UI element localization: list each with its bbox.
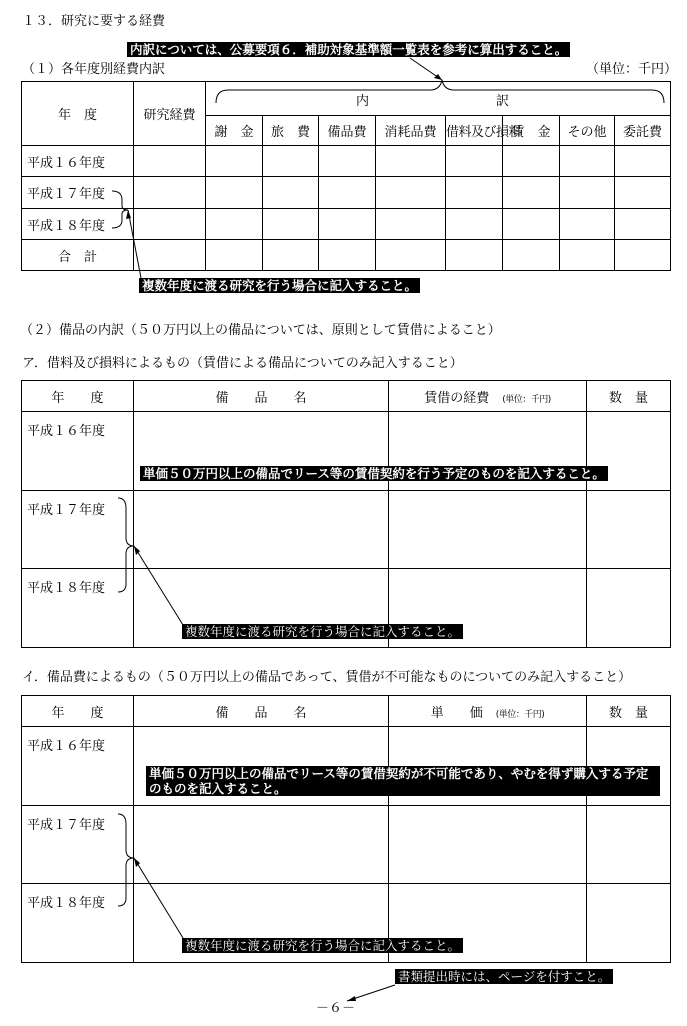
- row-h16: 平成１６年度: [22, 412, 134, 491]
- cell[interactable]: [560, 177, 615, 209]
- row-h17: 平成１７年度: [22, 491, 134, 569]
- leader-page-number: [347, 985, 395, 1001]
- cell[interactable]: [319, 209, 376, 240]
- rental-equipment-table: [21, 380, 671, 648]
- header-year: 年 度: [22, 696, 134, 727]
- header-equipment-name: 備 品 名: [134, 696, 389, 727]
- cell[interactable]: [503, 209, 560, 240]
- header-equipment-name: 備 品 名: [134, 381, 389, 412]
- cell[interactable]: [134, 209, 206, 240]
- cell[interactable]: [615, 240, 671, 271]
- cell[interactable]: [319, 177, 376, 209]
- subA-title: ア．借料及び損料によるもの（賃借による備品についてのみ記入すること）: [22, 356, 463, 371]
- note-rental-condition: 単価５０万円以上の備品でリース等の賃借契約を行う予定のものを記入すること。: [140, 466, 608, 481]
- cell[interactable]: [134, 146, 206, 177]
- cell[interactable]: [587, 884, 671, 963]
- cell[interactable]: [206, 209, 263, 240]
- cell[interactable]: [615, 146, 671, 177]
- row-h16: 平成１６年度: [22, 146, 134, 177]
- header-unit-price: [389, 696, 587, 727]
- cell[interactable]: [263, 209, 319, 240]
- cell[interactable]: [376, 146, 446, 177]
- cell[interactable]: [587, 806, 671, 884]
- row-total: 合 計: [22, 240, 134, 271]
- cell[interactable]: [263, 177, 319, 209]
- col-honorarium: 謝 金: [206, 116, 263, 146]
- header-unit-label: (単位：千円): [495, 709, 545, 720]
- header-year: 年 度: [22, 82, 134, 146]
- col-wages: 賃 金: [503, 116, 560, 146]
- cell[interactable]: [560, 146, 615, 177]
- row-h16: 平成１６年度: [22, 727, 134, 806]
- header-year: 年 度: [22, 381, 134, 412]
- header-rental-cost-label: 賃借の経費: [424, 390, 490, 406]
- row-h18: 平成１８年度: [22, 209, 134, 240]
- cell[interactable]: [376, 240, 446, 271]
- row-h17: 平成１７年度: [22, 806, 134, 884]
- cell[interactable]: [446, 177, 503, 209]
- section2-title: （２）備品の内訳（５０万円以上の備品については、原則として賃借によること）: [20, 323, 501, 338]
- col-other: その他: [560, 116, 615, 146]
- header-breakdown-a: 内: [356, 94, 370, 109]
- cell[interactable]: [446, 146, 503, 177]
- cell[interactable]: [503, 240, 560, 271]
- header-unit-price-label: 単 価: [430, 705, 483, 721]
- col-travel: 旅 費: [263, 116, 319, 146]
- cell[interactable]: [263, 240, 319, 271]
- cell[interactable]: [134, 806, 389, 884]
- header-research-cost: 研究経費: [134, 82, 206, 146]
- col-rental: 借料及び損料: [446, 116, 503, 146]
- row-h18: 平成１８年度: [22, 884, 134, 963]
- purchase-equipment-table: [21, 695, 671, 963]
- cell[interactable]: [376, 209, 446, 240]
- cell[interactable]: [503, 146, 560, 177]
- cell[interactable]: [615, 177, 671, 209]
- cell[interactable]: [206, 177, 263, 209]
- cell[interactable]: [389, 806, 587, 884]
- row-h17: 平成１７年度: [22, 177, 134, 209]
- cell[interactable]: [134, 491, 389, 569]
- leader-breakdown: [410, 58, 442, 80]
- col-outsourcing: 委託費: [615, 116, 671, 146]
- cell[interactable]: [319, 146, 376, 177]
- note-breakdown-reference: 内訳については、公募要項６．補助対象基準額一覧表を参考に算出すること。: [127, 42, 570, 57]
- header-quantity: 数 量: [587, 381, 671, 412]
- cell[interactable]: [446, 240, 503, 271]
- note-multi-year-3: 複数年度に渡る研究を行う場合に記入すること。: [182, 938, 463, 953]
- cell[interactable]: [263, 146, 319, 177]
- cell[interactable]: [587, 491, 671, 569]
- note-purchase-condition: 単価５０万円以上の備品でリース等の賃借契約が不可能であり、やむを得ず購入する予定のものを記入すること。: [146, 766, 660, 796]
- cell[interactable]: [560, 240, 615, 271]
- annual-cost-table: [21, 81, 671, 271]
- cell[interactable]: [134, 177, 206, 209]
- cell[interactable]: [319, 240, 376, 271]
- col-equipment: 備品費: [319, 116, 376, 146]
- cell[interactable]: [560, 209, 615, 240]
- header-breakdown-b: 訳: [496, 94, 510, 109]
- section1-title: （１）各年度別経費内訳: [22, 62, 166, 77]
- header-unit-label: (単位：千円): [502, 394, 551, 405]
- cell[interactable]: [503, 177, 560, 209]
- page-title: １３．研究に要する経費: [22, 14, 166, 29]
- note-multi-year-2: 複数年度に渡る研究を行う場合に記入すること。: [182, 624, 463, 639]
- header-rental-cost: [389, 381, 587, 412]
- arrowhead-breakdown: [434, 74, 442, 80]
- col-consumables: 消耗品費: [376, 116, 446, 146]
- row-h18: 平成１８年度: [22, 569, 134, 648]
- header-breakdown: [206, 82, 671, 116]
- cell[interactable]: [446, 209, 503, 240]
- cell[interactable]: [389, 491, 587, 569]
- cell[interactable]: [615, 209, 671, 240]
- cell[interactable]: [587, 569, 671, 648]
- cell[interactable]: [206, 240, 263, 271]
- note-page-numbering: 書類提出時には、ページを付すこと。: [395, 969, 613, 984]
- header-quantity: 数 量: [587, 696, 671, 727]
- cell[interactable]: [206, 146, 263, 177]
- page-number: －６－: [316, 1001, 356, 1016]
- cell[interactable]: [376, 177, 446, 209]
- note-multi-year-1: 複数年度に渡る研究を行う場合に記入すること。: [139, 278, 420, 293]
- subB-title: イ．備品費によるもの（５０万円以上の備品であって、賃借が不可能なものについてのみ記入すること）: [22, 670, 632, 685]
- unit-label: （単位：千円）: [586, 62, 678, 77]
- cell[interactable]: [134, 240, 206, 271]
